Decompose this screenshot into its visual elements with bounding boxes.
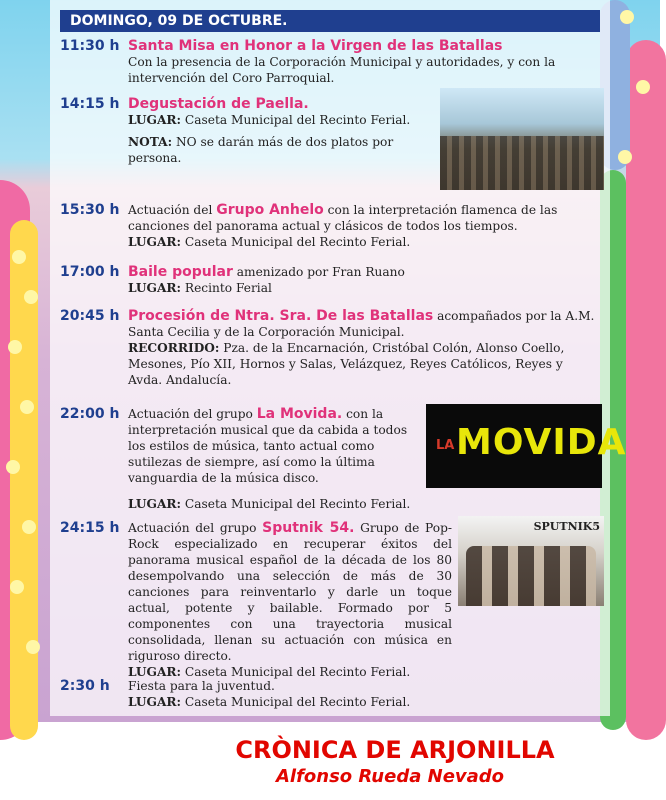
sputnik-band-photo	[458, 516, 604, 606]
crowd-silhouette	[440, 136, 604, 190]
event-post: con la interpretación flamenca de las canciones del panorama actual y clásicos de todos los tiempos.	[128, 203, 558, 233]
event-time: 17:00 h	[60, 264, 120, 280]
decor-dot	[24, 290, 38, 304]
lugar-value: Caseta Municipal del Recinto Ferial.	[184, 113, 411, 127]
lugar-value: Caseta Municipal del Recinto Ferial.	[184, 497, 411, 511]
band-members	[466, 546, 596, 606]
event-post: amenizado por Fran Ruano	[236, 265, 405, 279]
event-title: La Movida.	[256, 406, 343, 422]
event-post: Fiesta para la juventud.	[128, 679, 275, 693]
credit-author: Alfonso Rueda Nevado	[275, 766, 505, 787]
decor-dot	[26, 640, 40, 654]
recorrido-value: Pza. de la Encarnación, Cristóbal Colón, Alonso Coello, Mesones, Pío XII, Hornos y Salas, Velázquez, Reyes Católicos, Reyes y Avda. Andalucía.	[128, 341, 565, 387]
lugar-value: Caseta Municipal del Recinto Ferial.	[184, 235, 411, 249]
event-time: 15:30 h	[60, 202, 120, 218]
event-time: 11:30 h	[60, 38, 120, 54]
logo-prefix: LA	[436, 438, 455, 453]
lugar-label: LUGAR:	[128, 281, 182, 295]
credit-title: CRÒNICA DE ARJONILLA	[235, 736, 555, 764]
right-stripe-pink	[626, 40, 666, 740]
event-title: Procesión de Ntra. Sra. De las Batallas	[128, 308, 434, 324]
recorrido-label: RECORRIDO:	[128, 341, 220, 355]
event-title: Grupo Anhelo	[216, 202, 324, 218]
event-post: acompañados por la A.M. Santa Cecilia y de la Corporación Municipal.	[128, 309, 595, 339]
event-time: 22:00 h	[60, 406, 120, 422]
lugar-label: LUGAR:	[128, 113, 182, 127]
day-header: DOMINGO, 09 DE OCTUBRE.	[60, 10, 600, 32]
lugar-label: LUGAR:	[128, 497, 182, 511]
lugar-label: LUGAR:	[128, 665, 182, 679]
decor-dot	[8, 340, 22, 354]
event-post: Grupo de Pop-Rock especializado en recuperar éxitos del panorama musical español de la década de los 80 desempolvando una selección de más de 30 canciones para reinventarlo y darle un toque actual, potente y bailable. Formado por 5 componentes con una trayectoria musical consolidada, llenan su actuación con música en riguroso directo.	[128, 521, 453, 663]
event-2200-lugar	[128, 496, 598, 512]
decor-dot	[10, 580, 24, 594]
event-time: 14:15 h	[60, 96, 120, 112]
decor-dot	[618, 150, 632, 164]
event-title: Baile popular	[128, 264, 233, 280]
lugar-value: Recinto Ferial	[184, 281, 272, 295]
logo-text: MOVIDA	[456, 422, 627, 463]
lugar-label: LUGAR:	[128, 695, 182, 709]
event-time: 20:45 h	[60, 308, 120, 324]
decor-dot	[620, 10, 634, 24]
lugar-label: LUGAR:	[128, 235, 182, 249]
event-time: 2:30 h	[60, 678, 110, 694]
event-post: con la interpretación musical que da cabida a todos los estilos de música, tanto actual como sutilezas de siempre, así como la última vanguardia de la música disco.	[128, 407, 408, 485]
band-logo-text: SPUTNIK5	[533, 520, 600, 533]
event-time: 24:15 h	[60, 520, 120, 536]
event-pre: Actuación del	[128, 203, 213, 217]
decor-dot	[636, 80, 650, 94]
paella-photo	[440, 88, 604, 190]
event-pre: Actuación del grupo	[128, 407, 253, 421]
event-title: Sputnik 54.	[262, 520, 355, 536]
decor-dot	[12, 250, 26, 264]
lugar-value: Caseta Municipal del Recinto Ferial.	[184, 665, 411, 679]
decor-dot	[6, 460, 20, 474]
event-title: Degustación de Paella.	[128, 96, 309, 112]
event-text: Con la presencia de la Corporación Municipal y autoridades, y con la intervención del Coro Parroquial.	[128, 55, 556, 85]
decor-dot	[20, 400, 34, 414]
lugar-value: Caseta Municipal del Recinto Ferial.	[184, 695, 411, 709]
event-pre: Actuación del grupo	[128, 521, 257, 535]
event-title: Santa Misa en Honor a la Virgen de las Batallas	[128, 38, 503, 54]
nota-label: NOTA:	[128, 135, 173, 149]
decor-dot	[22, 520, 36, 534]
nota-value: NO se darán más de dos platos por persona.	[128, 135, 394, 165]
la-movida-logo	[426, 404, 627, 488]
